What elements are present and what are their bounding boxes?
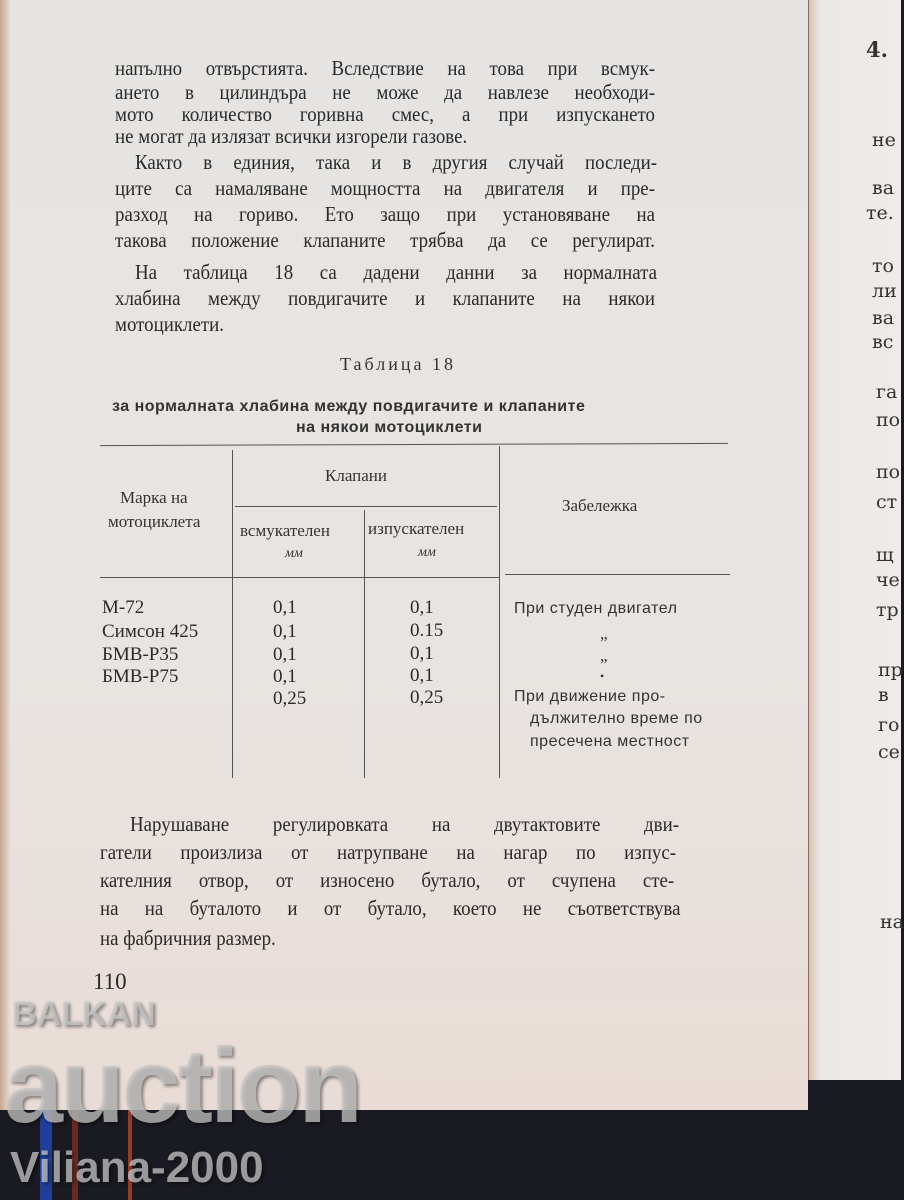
page-edge (0, 0, 10, 1110)
text-fragment: че (876, 569, 900, 591)
text-fragment: то (872, 255, 894, 277)
watermark-logo: BALKAN (12, 995, 156, 1033)
text-line: Нарушаване регулировката на двутактовите дви- (130, 812, 679, 836)
note-cell: дължително време по (530, 710, 703, 727)
exhaust-cell: 0,1 (410, 597, 434, 618)
intake-cell: 0,1 (273, 666, 297, 687)
brand-cell: БМВ-Р35 (102, 644, 179, 665)
header-unit: мм (285, 546, 303, 561)
header-brand: Марка на (120, 488, 188, 507)
intake-cell: 0,1 (273, 597, 297, 618)
text-fragment: по (876, 461, 901, 483)
text-fragment: тр (876, 599, 899, 621)
text-line: мото количество горивна смес, а при изпускането (115, 102, 655, 126)
text-fragment: ли (872, 280, 897, 302)
text-fragment: не (872, 129, 896, 151)
table-column-divider (232, 450, 233, 778)
watermark-logo: Viliana-2000 (10, 1143, 264, 1192)
header-unit: мм (418, 545, 436, 560)
text-line: на фабричния размер. (100, 926, 276, 950)
text-line: мотоциклети. (115, 312, 224, 336)
text-line: Както в единия, така и в другия случай последи- (135, 150, 657, 174)
table-rule (235, 506, 497, 507)
text-line: ането в цилиндъра не може да навлезе необходи- (115, 80, 655, 104)
text-line: ците са намаляване мощността на двигателя и пре- (115, 176, 655, 200)
exhaust-cell: 0.15 (410, 620, 444, 641)
table-column-divider (499, 446, 500, 778)
text-line: кателния отвор, от износено бутало, от счупена сте- (100, 868, 675, 892)
table-label: Таблица 18 (340, 354, 456, 374)
text-fragment: на (880, 911, 904, 933)
text-fragment: го (878, 714, 900, 736)
text-line: хлабина между повдигачите и клапаните на някои (115, 286, 655, 310)
text-fragment: 4. (866, 37, 888, 62)
text-fragment: в (878, 684, 889, 706)
intake-cell: 0,1 (273, 621, 297, 642)
brand-cell: БМВ-Р75 (102, 666, 179, 687)
brand-cell: М-72 (102, 597, 145, 618)
text-line: На таблица 18 са дадени данни за нормалната (135, 260, 657, 284)
text-fragment: ва (872, 177, 895, 199)
exhaust-cell: 0,1 (410, 665, 434, 686)
text-line: на на буталото и от бутало, което не съответствува (100, 896, 681, 920)
note-cell: При студен двигател (514, 600, 678, 617)
text-fragment: пр (878, 659, 903, 681)
table-caption: на някои мотоциклети (296, 419, 483, 436)
header-valves: Клапани (325, 466, 387, 485)
text-line: напълно отвърстията. Вследствие на това при всмук- (115, 56, 655, 80)
text-line: гатели произлиза от натрупване на нагар по изпус- (100, 840, 676, 864)
header-brand: мотоциклета (108, 512, 201, 531)
text-fragment: се (878, 741, 900, 763)
text-fragment: вс (872, 331, 894, 353)
brand-cell: Симсон 425 (102, 621, 199, 642)
note-cell: При движение про- (514, 688, 666, 705)
text-fragment: ва (872, 307, 895, 329)
exhaust-cell: 0,25 (410, 687, 444, 708)
watermark-logo: auction (4, 1027, 360, 1145)
text-line: такова положение клапаните трябва да се регулират. (115, 228, 655, 252)
table-rule (505, 574, 730, 575)
note-ditto: „ (600, 646, 608, 665)
text-fragment: по (876, 409, 901, 431)
table-caption: за нормалната хлабина между повдигачите и клапаните (112, 398, 586, 415)
note-ditto: • (600, 669, 605, 683)
note-cell: пресечена местност (530, 733, 690, 750)
text-fragment: га (876, 381, 898, 403)
text-fragment: те. (866, 202, 894, 224)
header-note: Забележка (562, 496, 638, 515)
text-fragment: щ (876, 544, 894, 566)
text-line: разход на гориво. Ето защо при установяване на (115, 202, 655, 226)
table-column-divider (364, 510, 365, 778)
header-exhaust: изпускателен (368, 519, 465, 538)
exhaust-cell: 0,1 (410, 643, 434, 664)
intake-cell: 0,1 (273, 644, 297, 665)
page-number: 110 (93, 969, 127, 994)
text-line: не могат да излязат всички изгорели газове. (115, 124, 468, 148)
text-fragment: ст (876, 491, 898, 513)
table-rule (100, 577, 500, 578)
intake-cell: 0,25 (273, 688, 307, 709)
header-intake: всмукателен (240, 521, 330, 540)
note-ditto: „ (600, 624, 608, 643)
